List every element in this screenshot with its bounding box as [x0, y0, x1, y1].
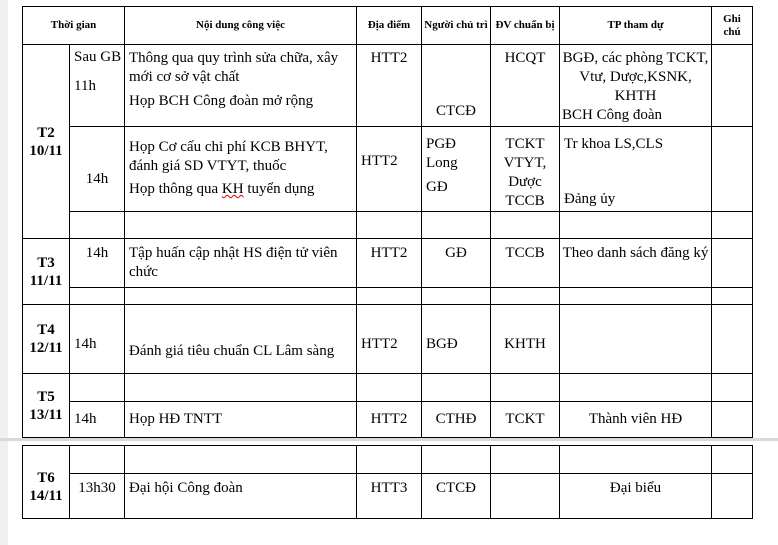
content-text: Tập huấn cập nhật HS điện tử viên chức — [129, 245, 338, 280]
empty-cell — [357, 212, 422, 239]
content-text: Họp BCH Công đoàn mở rộng — [129, 93, 314, 109]
prepare-value: TCCB — [505, 245, 545, 261]
day-label: T6 — [37, 470, 55, 486]
note-cell — [712, 239, 753, 288]
header-time: Thời gian — [23, 7, 125, 45]
table-row — [23, 127, 753, 212]
content-cell — [125, 127, 357, 212]
content-cell — [125, 474, 357, 519]
empty-cell — [712, 446, 753, 474]
attendees-value: Theo danh sách đăng ký — [562, 245, 709, 261]
attendees-cell — [560, 239, 712, 288]
schedule-page-1 — [8, 0, 778, 438]
location-value: HTT2 — [361, 336, 398, 352]
prepare-cell — [491, 402, 560, 438]
prepare-value: HCQT — [504, 50, 546, 66]
note-cell — [712, 474, 753, 519]
location-cell — [357, 305, 422, 374]
host-cell — [422, 239, 491, 288]
attendees-cell — [560, 402, 712, 438]
empty-cell — [422, 212, 491, 239]
host-cell — [422, 127, 491, 212]
header-note: Ghi chú — [712, 7, 753, 45]
day-label: T2 — [37, 124, 55, 141]
location-value: HTT2 — [361, 153, 398, 169]
time-cell — [70, 305, 125, 374]
day-label: T5 — [37, 388, 55, 405]
content-cell — [125, 45, 357, 127]
content-text-part: tuyển dụng — [243, 181, 315, 197]
empty-cell — [357, 446, 422, 474]
attendees-value: Đảng ủy — [564, 191, 616, 207]
day-date: 12/11 — [29, 340, 63, 356]
attendees-value: Đại biểu — [609, 480, 662, 496]
empty-cell — [70, 446, 125, 474]
day-date: 13/11 — [29, 406, 63, 423]
attendees-cell — [560, 45, 712, 127]
host-cell — [422, 402, 491, 438]
empty-cell — [125, 374, 357, 402]
time-value: 14h — [74, 411, 97, 427]
day-cell-t5 — [23, 374, 70, 438]
day-label: T3 — [37, 254, 55, 271]
attendees-cell — [560, 474, 712, 519]
prepare-value: TCKT — [505, 411, 545, 427]
day-cell-t6 — [23, 446, 70, 519]
table-row — [23, 374, 753, 402]
prepare-cell — [491, 127, 560, 212]
prepare-cell — [491, 305, 560, 374]
content-text: Đánh giá tiêu chuẩn CL Lâm sàng — [129, 343, 335, 359]
host-value: CTCĐ — [435, 480, 476, 496]
location-value: HTT2 — [370, 50, 408, 66]
prepare-value: KHTH — [504, 336, 546, 352]
location-cell — [357, 239, 422, 288]
day-date: 14/11 — [29, 488, 63, 504]
prepare-value: TCCB — [505, 193, 545, 209]
spellcheck-word: KH — [221, 181, 244, 197]
content-text: Thông qua quy trình sửa chữa, xây mới cơ sở vật chất — [129, 50, 339, 85]
content-text — [129, 180, 354, 199]
empty-cell — [125, 446, 357, 474]
empty-cell — [712, 212, 753, 239]
header-host: Người chủ trì — [422, 7, 491, 45]
empty-cell — [560, 374, 712, 402]
time-value: 13h30 — [78, 480, 116, 496]
attendees-value: BCH Công đoàn — [562, 107, 663, 123]
weekly-schedule-table-continued — [22, 445, 753, 519]
table-row — [23, 239, 753, 288]
prepare-value: TCKT VTYT, Dược — [503, 136, 547, 190]
host-cell — [422, 305, 491, 374]
empty-cell — [357, 288, 422, 305]
day-label: T4 — [37, 322, 55, 338]
table-row — [23, 474, 753, 519]
time-cell — [70, 474, 125, 519]
empty-cell — [70, 288, 125, 305]
empty-cell — [125, 288, 357, 305]
empty-cell — [560, 288, 712, 305]
time-value: 11h — [74, 78, 96, 94]
day-date: 10/11 — [29, 142, 63, 159]
note-cell — [712, 402, 753, 438]
note-cell — [712, 127, 753, 212]
host-cell — [422, 474, 491, 519]
header-attendees: TP tham dự — [560, 7, 712, 45]
host-value: GĐ — [426, 179, 448, 195]
note-cell — [712, 305, 753, 374]
host-value: BGĐ — [426, 336, 458, 352]
attendees-value: Tr khoa LS,CLS — [564, 136, 664, 152]
attendees-cell — [560, 127, 712, 212]
empty-cell — [70, 212, 125, 239]
empty-cell — [712, 374, 753, 402]
schedule-page-2 — [8, 441, 778, 545]
location-value: HTT3 — [370, 480, 408, 496]
header-prepare: ĐV chuẩn bị — [491, 7, 560, 45]
content-cell — [125, 305, 357, 374]
location-value: HTT2 — [370, 245, 408, 261]
empty-cell — [712, 288, 753, 305]
prepare-cell — [491, 239, 560, 288]
table-row — [23, 45, 753, 127]
weekly-schedule-table — [22, 6, 753, 438]
location-cell — [357, 474, 422, 519]
empty-cell — [125, 212, 357, 239]
empty-cell — [560, 212, 712, 239]
content-cell — [125, 402, 357, 438]
table-row — [23, 212, 753, 239]
empty-cell — [491, 212, 560, 239]
empty-cell — [70, 374, 125, 402]
time-value: 14h — [74, 336, 97, 352]
host-value: GĐ — [445, 245, 467, 261]
content-text-part: Họp thông qua — [129, 181, 222, 197]
table-row — [23, 402, 753, 438]
time-cell — [70, 45, 125, 127]
host-value: PGĐ Long — [426, 136, 458, 171]
header-row — [23, 7, 753, 45]
table-row — [23, 305, 753, 374]
empty-cell — [491, 374, 560, 402]
time-value: Sau GB — [74, 49, 122, 65]
header-content: Nội dung công việc — [125, 7, 357, 45]
day-cell-t3 — [23, 239, 70, 305]
empty-cell — [491, 446, 560, 474]
prepare-cell — [491, 474, 560, 519]
attendees-value: Thành viên HĐ — [588, 411, 683, 427]
location-cell — [357, 45, 422, 127]
empty-cell — [560, 446, 712, 474]
day-cell-t2 — [23, 45, 70, 239]
note-cell — [712, 45, 753, 127]
attendees-value: BGĐ, các phòng TCKT, Vtư, Dược,KSNK, KHTH — [562, 50, 709, 104]
empty-cell — [491, 288, 560, 305]
header-location: Địa điểm — [357, 7, 422, 45]
time-cell — [70, 402, 125, 438]
attendees-cell — [560, 305, 712, 374]
content-text: Họp Cơ cấu chi phí KCB BHYT, đánh giá SD VTYT, thuốc — [129, 139, 328, 174]
time-value: 14h — [85, 171, 109, 187]
empty-cell — [422, 288, 491, 305]
table-row — [23, 446, 753, 474]
host-value: CTCĐ — [435, 103, 476, 119]
content-text: Đại hội Công đoàn — [129, 480, 243, 496]
host-cell — [422, 45, 491, 127]
host-value: CTHĐ — [435, 411, 477, 427]
time-cell — [70, 239, 125, 288]
time-value: 14h — [85, 245, 109, 261]
location-cell — [357, 402, 422, 438]
content-cell — [125, 239, 357, 288]
location-value: HTT2 — [370, 411, 408, 427]
prepare-cell — [491, 45, 560, 127]
table-row — [23, 288, 753, 305]
content-text: Họp HĐ TNTT — [129, 411, 223, 427]
day-date: 11/11 — [29, 272, 63, 289]
empty-cell — [422, 446, 491, 474]
time-cell — [70, 127, 125, 212]
location-cell — [357, 127, 422, 212]
empty-cell — [422, 374, 491, 402]
empty-cell — [357, 374, 422, 402]
day-cell-t4 — [23, 305, 70, 374]
